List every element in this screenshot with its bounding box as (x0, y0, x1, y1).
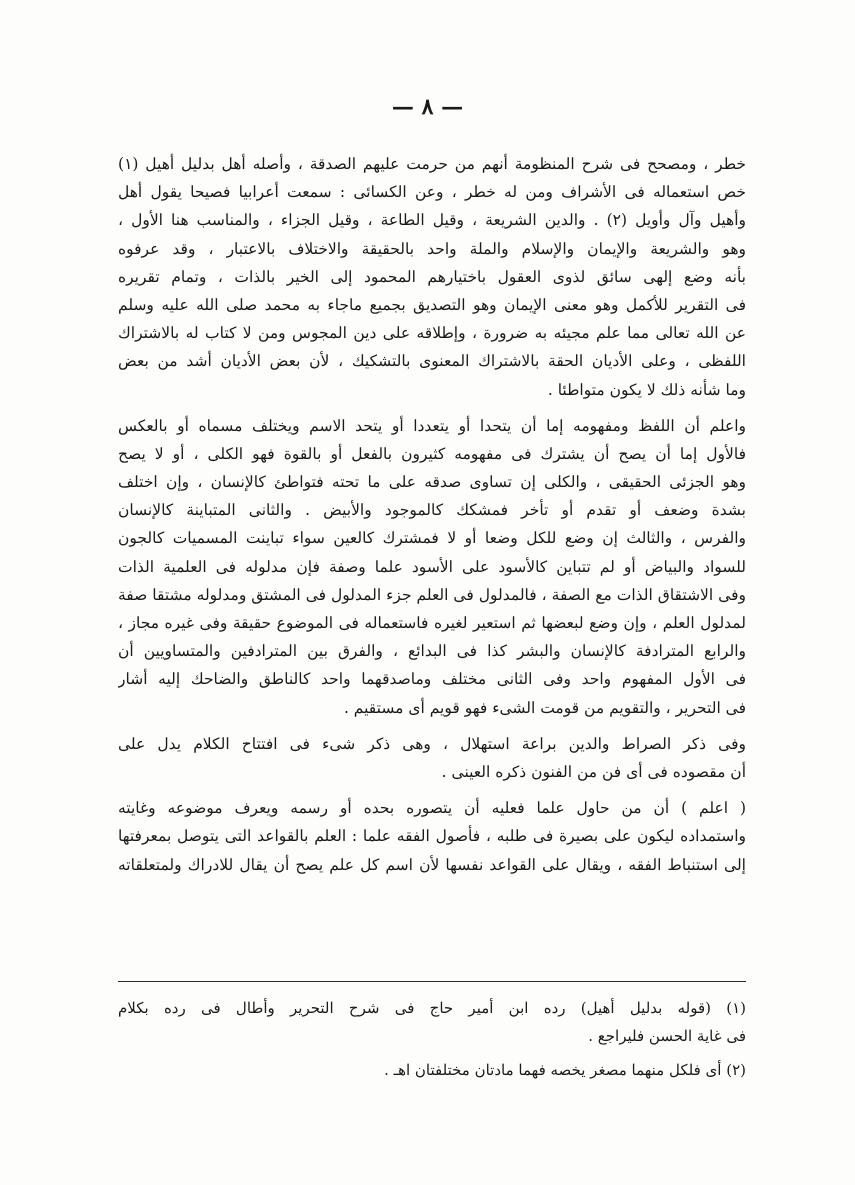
text-line: وفى ذكر الصراط والدين براعة استهلال ، وهى ذكر شىء فى افتتاح الكلام يدل على (118, 734, 746, 753)
paragraph-2 (118, 412, 746, 722)
text-line: للسواد والبياض أو لم تتباين كالأسود على الأسود علما وصفة فإن مدلوله فى العلمية الذات (118, 557, 746, 576)
text-line: لمدلول العلم ، وإن وضع لبعضها ثم استعير لغيره فاستعماله فى الموضوع حقيقة وفى غيره مجاز ، (118, 614, 746, 632)
text-line: والفرس ، والثالث إن وضع للكل وضعا أو لا فمشترك كالعين سواء تباينت المسميات كالجون (118, 529, 746, 548)
text-line: بأنه وضع إلهى سائق لذوى العقول باختيارهم المحمود إلى الخير بالذات ، وتمام تقريره (118, 267, 746, 286)
text-line: وهو والشريعة والإيمان والإسلام والملة واحد بالحقيقة والاختلاف بالاعتبار ، وقد عرفوه (118, 239, 746, 258)
text-line: وأهيل وآل وأويل (٢) . والدين الشريعة ، وقيل الطاعة ، وقيل الجزاء ، والمناسب هنا الأول ، (118, 211, 746, 230)
footnote-2 (118, 1056, 746, 1084)
text-line: خص استعماله فى الأشراف ومن له خطر ، وعن الكسائى : سمعت أعرابيا فصيحا يقول أهل (118, 183, 746, 202)
paragraph-4 (118, 794, 746, 879)
text-line: خطر ، ومصحح فى شرح المنظومة أنهم من حرمت عليهم الصدقة ، وأصله أهل بدليل أهيل (١) (118, 155, 746, 173)
text-line: اللفظى ، وعلى الأديان الحقة بالاشتراك المعنوى بالتشكيك ، لأن بعض الأديان أشد من بعض (118, 352, 746, 371)
footnote-divider (118, 981, 746, 982)
text-line: وما شأنه ذلك لا يكون متواطئا . (547, 380, 746, 399)
footnotes (118, 994, 746, 1084)
text-line: واعلم أن اللفظ ومفهومه إما أن يتحدا أو يتعددا أو يتحد الاسم ويختلف مسماه أو بالعكس (118, 416, 746, 435)
text-line: فى الأول المفهوم واحد وفى الثانى مختلف وماصدقهما واحد كالناطق والضاحك إليه أشار (118, 670, 746, 689)
footnote-line: (١) (قوله بدليل أهيل) رده ابن أمير حاج فى شرح التحرير وأطال فى رده بكلام (118, 999, 746, 1017)
text-line: بشدة وضعف أو تقدم أو تأخر فمشكك كالموجود والأبيض . والثانى المتباينة كالإنسان (118, 501, 746, 520)
paragraph-3 (118, 730, 746, 786)
text-line: فالأول إما أن يصح أن يشترك فى مفهومه كثيرون بالفعل أو بالقوة فهو الكلى ، أو لا يصح (118, 444, 746, 463)
footnote-line: فى غاية الحسن فليراجع . (588, 1027, 746, 1045)
text-line: أن مقصوده فى أى فن من الفنون ذكره العينى . (441, 762, 746, 781)
footnote-line: (٢) أى فلكل منهما مصغر يخصه فهما مادتان مختلفتان اهـ . (384, 1061, 746, 1079)
text-line: وفى الاشتقاق الذات مع الصفة ، فالمدلول فى العلم جزء المدلول فى المشتق ومدلوله مشتقا صفة (118, 585, 746, 604)
page-number: — ٨ — (391, 94, 464, 120)
main-text (118, 150, 746, 879)
text-line: عن الله تعالى مما علم مجيئه به ضرورة ، وإطلاقه على دين المجوس ومن لا كتاب له بالاشتراك (118, 324, 746, 343)
text-line: ( اعلم ) أن من حاول علما فعليه أن يتصوره بحده أو رسمه ويعرف موضوعه وغايته (118, 799, 746, 818)
text-line: والرابع المترادفة كالإنسان والبشر كذا فى البدائع ، والفرق بين المترادفين والمتساويين أن (118, 642, 746, 661)
text-line: واستمداده ليكون على بصيرة فى طلبه ، فأصول الفقه علما : العلم بالقواعد التى يتوصل بمعرفتها (118, 827, 746, 846)
paragraph-1 (118, 150, 746, 404)
text-line: وهو الجزئى الحقيقى ، والكلى إن تساوى صدقه على ما تحته فتواطئ كالإنسان ، وإن اختلف (118, 473, 746, 492)
footnote-1 (118, 994, 746, 1050)
text-line: إلى استنباط الفقه ، ويقال على القواعد نفسها لأن اسم كل علم يصح أن يقال للادراك ولمتعلقاته (118, 855, 746, 874)
text-line: فى التقرير للأكمل وهو معنى الإيمان وهو التصديق بجميع ماجاء به محمد صلى الله عليه وسلم (118, 295, 746, 314)
text-line: فى التحرير ، والتقويم من قومت الشىء فهو قويم أى مستقيم . (343, 698, 746, 717)
